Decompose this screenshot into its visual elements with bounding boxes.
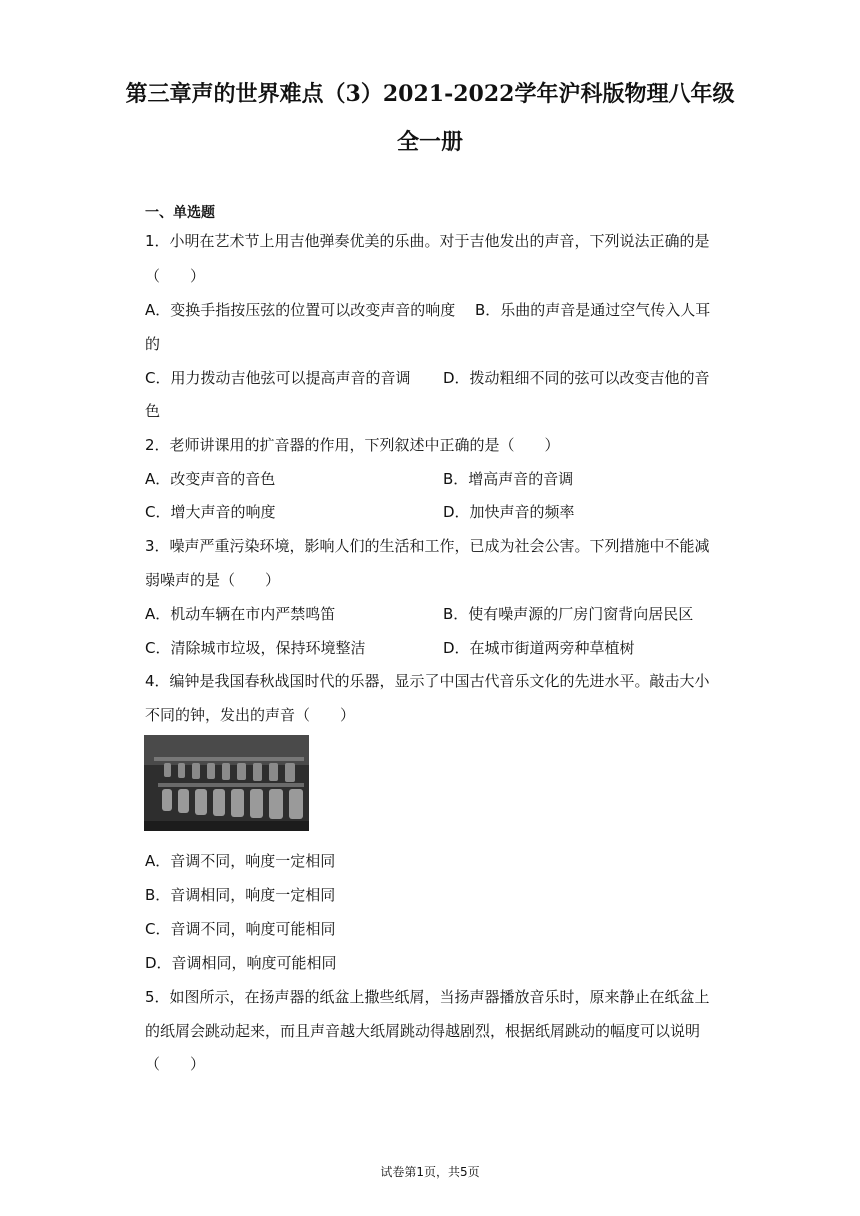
q1-option-a: A．变换手指按压弦的位置可以改变声音的响度	[145, 301, 456, 319]
q5-stem-line3: （ ）	[145, 1055, 206, 1073]
q3-stem-line2: 弱噪声的是（ ）	[145, 571, 281, 589]
q3-option-c: C．清除城市垃圾，保持环境整洁	[145, 639, 366, 657]
q4-option-d: D．音调相同，响度可能相同	[145, 954, 337, 972]
q4-option-a: A．音调不同，响度一定相同	[145, 852, 336, 870]
q5-stem-line1: 5．如图所示，在扬声器的纸盆上撒些纸屑，当扬声器播放音乐时，原来静止在纸盆上	[145, 988, 710, 1006]
q4-option-c: C．音调不同，响度可能相同	[145, 920, 336, 938]
q1-option-b-cont: 的	[145, 335, 161, 353]
q3-option-d: D．在城市街道两旁种草植树	[443, 639, 635, 657]
q1-option-b: B．乐曲的声音是通过空气传入人耳	[475, 301, 711, 319]
q4-option-b: B．音调相同，响度一定相同	[145, 886, 336, 904]
document-title	[60, 70, 800, 166]
q1-stem-line2: （ ）	[145, 267, 206, 285]
title-line-1: 第三章声的世界难点（3）2021-2022学年沪科版物理八年级	[125, 81, 735, 107]
q4-stem-line1: 4．编钟是我国春秋战国时代的乐器，显示了中国古代音乐文化的先进水平。敲击大小	[145, 672, 710, 690]
q5-stem-line2: 的纸屑会跳动起来，而且声音越大纸屑跳动得越剧烈，根据纸屑跳动的幅度可以说明	[145, 1022, 701, 1040]
page-footer: 试卷第1页，共5页	[380, 1165, 480, 1179]
q4-stem-line2: 不同的钟，发出的声音（ ）	[145, 706, 356, 724]
q2-option-d: D．加快声音的频率	[443, 503, 575, 521]
q1-option-d: D．拨动粗细不同的弦可以改变吉他的音	[443, 369, 710, 387]
q1-option-c: C．用力拨动吉他弦可以提高声音的音调	[145, 369, 411, 387]
section-heading: 一、单选题	[145, 205, 215, 221]
q1-stem-line1: 1．小明在艺术节上用吉他弹奏优美的乐曲。对于吉他发出的声音，下列说法正确的是	[145, 232, 710, 250]
q2-option-c: C．增大声音的响度	[145, 503, 276, 521]
bells-illustration	[144, 735, 309, 831]
q2-option-a: A．改变声音的音色	[145, 470, 276, 488]
q3-stem-line1: 3．噪声严重污染环境，影响人们的生活和工作，已成为社会公害。下列措施中不能减	[145, 537, 710, 555]
title-line-2: 全一册	[396, 129, 463, 155]
q3-option-a: A．机动车辆在市内严禁鸣笛	[145, 605, 336, 623]
q3-option-b: B．使有噪声源的厂房门窗背向居民区	[443, 605, 694, 623]
bianzhong-bells-photo	[144, 735, 309, 831]
q2-option-b: B．增高声音的音调	[443, 470, 574, 488]
q1-option-d-cont: 色	[145, 402, 161, 420]
q2-stem: 2．老师讲课用的扩音器的作用，下列叙述中正确的是（ ）	[145, 436, 560, 454]
